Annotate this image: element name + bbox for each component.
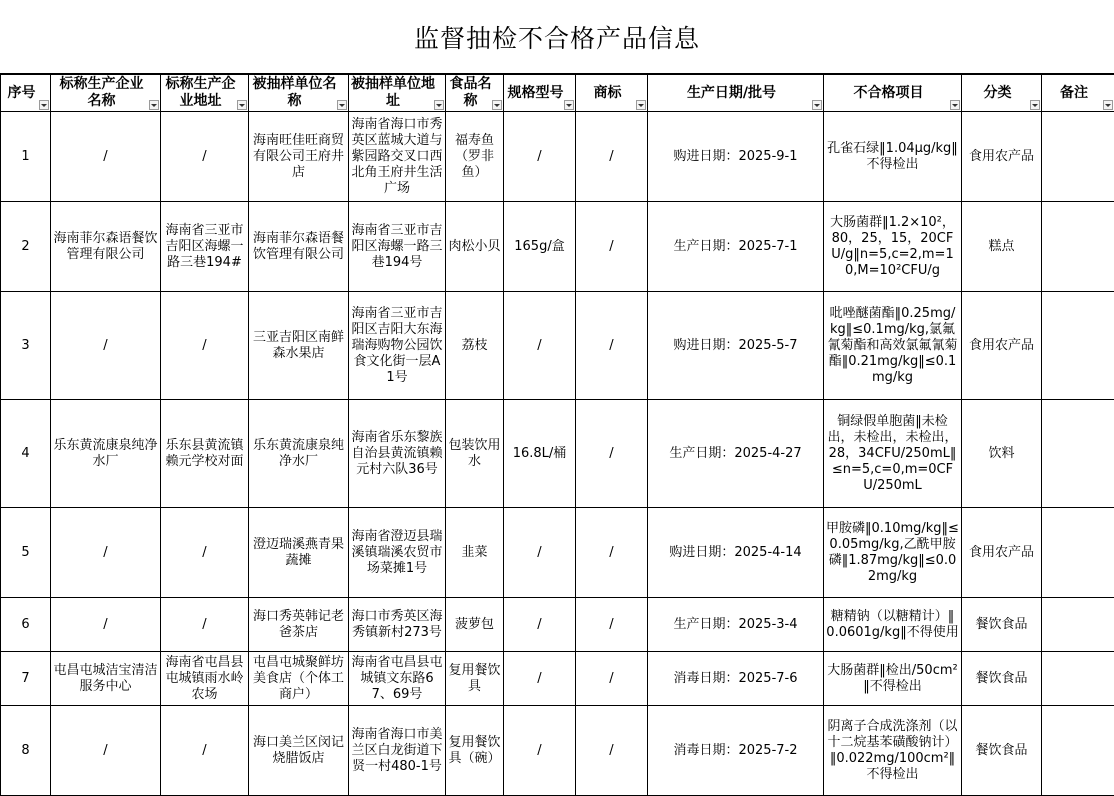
cell-food: 复用餐饮具 <box>446 652 504 706</box>
cell-brand: / <box>576 202 648 292</box>
cell-mfr_name: / <box>51 292 161 400</box>
cell-category: 食用农产品 <box>962 112 1042 202</box>
filter-dropdown-icon[interactable] <box>434 100 444 110</box>
column-header-label: 商标 <box>594 85 622 101</box>
cell-mfr_addr: 海南省三亚市吉阳区海螺一路三巷194# <box>161 202 249 292</box>
cell-seq: 8 <box>1 706 51 796</box>
filter-dropdown-icon[interactable] <box>492 100 502 110</box>
cell-brand: / <box>576 598 648 652</box>
cell-food: 韭菜 <box>446 508 504 598</box>
cell-food: 包装饮用水 <box>446 400 504 508</box>
cell-brand: / <box>576 112 648 202</box>
page-title: 监督抽检不合格产品信息 <box>414 19 700 55</box>
column-header-note <box>1042 75 1114 112</box>
cell-sampled_name: 乐东黄流康泉纯净水厂 <box>249 400 349 508</box>
cell-sampled_addr: 海口市秀英区海秀镇新村273号 <box>349 598 446 652</box>
column-header-date <box>648 75 824 112</box>
cell-spec: / <box>504 112 576 202</box>
cell-sampled_name: 海口美兰区闵记烧腊饭店 <box>249 706 349 796</box>
cell-spec: / <box>504 292 576 400</box>
cell-mfr_addr: 乐东县黄流镇赖元学校对面 <box>161 400 249 508</box>
cell-brand: / <box>576 508 648 598</box>
column-header-label: 生产日期/批号 <box>687 85 776 101</box>
cell-mfr_name: / <box>51 112 161 202</box>
cell-date: 生产日期：2025-7-1 <box>648 202 824 292</box>
column-header-food <box>446 75 504 112</box>
cell-fail: 阴离子合成洗涤剂（以十二烷基苯磺酸钠计）‖0.022mg/100cm²‖不得检出 <box>824 706 962 796</box>
cell-sampled_addr: 海南省乐东黎族自治县黄流镇赖元村六队36号 <box>349 400 446 508</box>
cell-fail: 大肠菌群‖检出/50cm²‖不得检出 <box>824 652 962 706</box>
filter-dropdown-icon[interactable] <box>337 100 347 110</box>
cell-note <box>1042 508 1114 598</box>
cell-food: 荔枝 <box>446 292 504 400</box>
table-body <box>1 112 1114 796</box>
cell-mfr_addr: / <box>161 112 249 202</box>
cell-seq: 2 <box>1 202 51 292</box>
cell-brand: / <box>576 292 648 400</box>
table-row <box>1 202 1114 292</box>
cell-date: 购进日期：2025-5-7 <box>648 292 824 400</box>
cell-mfr_name: 屯昌屯城洁宝清洁服务中心 <box>51 652 161 706</box>
filter-dropdown-icon[interactable] <box>1103 100 1113 110</box>
cell-spec: 165g/盒 <box>504 202 576 292</box>
filter-dropdown-icon[interactable] <box>1030 100 1040 110</box>
cell-category: 餐饮食品 <box>962 598 1042 652</box>
cell-fail: 大肠菌群‖1.2×10²，80，25，15，20CFU/g‖n=5,c=2,m=10,M=10²CFU/g <box>824 202 962 292</box>
cell-seq: 5 <box>1 508 51 598</box>
cell-sampled_addr: 海南省三亚市吉阳区吉阳大东海瑞海购物公园饮食文化街一层A1号 <box>349 292 446 400</box>
cell-fail: 甲胺磷‖0.10mg/kg‖≤0.05mg/kg,乙酰甲胺磷‖1.87mg/kg‖≤0.02mg/kg <box>824 508 962 598</box>
cell-sampled_addr: 海南省海口市美兰区白龙街道下贤一村480-1号 <box>349 706 446 796</box>
cell-spec: / <box>504 706 576 796</box>
cell-brand: / <box>576 652 648 706</box>
cell-food: 复用餐饮具（碗） <box>446 706 504 796</box>
cell-fail: 吡唑醚菌酯‖0.25mg/kg‖≤0.1mg/kg,氯氟氰菊酯和高效氯氟氰菊酯‖0.21mg/kg‖≤0.1mg/kg <box>824 292 962 400</box>
cell-brand: / <box>576 400 648 508</box>
column-header-label: 序号 <box>8 85 36 101</box>
cell-note <box>1042 706 1114 796</box>
column-header-label: 分类 <box>984 85 1012 101</box>
cell-date: 消毒日期：2025-7-6 <box>648 652 824 706</box>
title-row <box>0 0 1114 74</box>
cell-sampled_name: 海南旺佳旺商贸有限公司王府井店 <box>249 112 349 202</box>
cell-mfr_addr: 海南省屯昌县屯城镇雨水岭农场 <box>161 652 249 706</box>
cell-sampled_addr: 海南省屯昌县屯城镇文东路67、69号 <box>349 652 446 706</box>
column-header-label: 被抽样单位地址 <box>351 76 435 109</box>
cell-spec: / <box>504 598 576 652</box>
filter-dropdown-icon[interactable] <box>812 100 822 110</box>
table-row <box>1 400 1114 508</box>
column-header-label: 被抽样单位名称 <box>253 76 337 109</box>
cell-category: 食用农产品 <box>962 508 1042 598</box>
cell-brand: / <box>576 706 648 796</box>
cell-spec: / <box>504 508 576 598</box>
cell-sampled_name: 三亚吉阳区南鲜森水果店 <box>249 292 349 400</box>
cell-mfr_addr: / <box>161 598 249 652</box>
cell-category: 食用农产品 <box>962 292 1042 400</box>
cell-category: 餐饮食品 <box>962 652 1042 706</box>
cell-seq: 6 <box>1 598 51 652</box>
cell-date: 消毒日期：2025-7-2 <box>648 706 824 796</box>
column-header-brand <box>576 75 648 112</box>
cell-mfr_name: / <box>51 508 161 598</box>
column-header-sampled_addr <box>349 75 446 112</box>
cell-fail: 铜绿假单胞菌‖未检出，未检出，未检出，28，34CFU/250mL‖≤n=5,c=0,m=0CFU/250mL <box>824 400 962 508</box>
column-header-category <box>962 75 1042 112</box>
column-header-mfr_name <box>51 75 161 112</box>
column-header-seq <box>1 75 51 112</box>
cell-mfr_name: 海南菲尔森语餐饮管理有限公司 <box>51 202 161 292</box>
cell-date: 购进日期：2025-9-1 <box>648 112 824 202</box>
cell-mfr_addr: / <box>161 508 249 598</box>
cell-sampled_addr: 海南省澄迈县瑞溪镇瑞溪农贸市场菜摊1号 <box>349 508 446 598</box>
cell-note <box>1042 292 1114 400</box>
cell-date: 购进日期：2025-4-14 <box>648 508 824 598</box>
column-header-label: 规格型号 <box>508 85 564 101</box>
filter-dropdown-icon[interactable] <box>237 100 247 110</box>
cell-note <box>1042 202 1114 292</box>
column-header-label: 标称生产企业地址 <box>166 76 236 109</box>
cell-mfr_name: / <box>51 706 161 796</box>
cell-sampled_name: 屯昌屯城聚鲜坊美食店（个体工商户） <box>249 652 349 706</box>
cell-fail: 糖精钠（以糖精计）‖0.0601g/kg‖不得使用 <box>824 598 962 652</box>
cell-seq: 4 <box>1 400 51 508</box>
cell-sampled_name: 澄迈瑞溪燕青果蔬摊 <box>249 508 349 598</box>
filter-dropdown-icon[interactable] <box>39 100 49 110</box>
cell-date: 生产日期：2025-3-4 <box>648 598 824 652</box>
cell-mfr_addr: / <box>161 292 249 400</box>
cell-fail: 孔雀石绿‖1.04μg/kg‖不得检出 <box>824 112 962 202</box>
cell-note <box>1042 598 1114 652</box>
cell-sampled_name: 海南菲尔森语餐饮管理有限公司 <box>249 202 349 292</box>
cell-sampled_name: 海口秀英韩记老爸茶店 <box>249 598 349 652</box>
cell-food: 肉松小贝 <box>446 202 504 292</box>
column-header-spec <box>504 75 576 112</box>
filter-dropdown-icon[interactable] <box>636 100 646 110</box>
cell-spec: / <box>504 652 576 706</box>
filter-dropdown-icon[interactable] <box>564 100 574 110</box>
cell-mfr_name: / <box>51 598 161 652</box>
table-row <box>1 706 1114 796</box>
cell-mfr_addr: / <box>161 706 249 796</box>
cell-sampled_addr: 海南省海口市秀英区蓝城大道与紫园路交叉口西北角王府井生活广场 <box>349 112 446 202</box>
cell-note <box>1042 400 1114 508</box>
column-header-label: 食品名称 <box>450 76 492 109</box>
cell-food: 菠萝包 <box>446 598 504 652</box>
cell-seq: 1 <box>1 112 51 202</box>
cell-food: 福寿鱼（罗非鱼） <box>446 112 504 202</box>
cell-mfr_name: 乐东黄流康泉纯净水厂 <box>51 400 161 508</box>
cell-note <box>1042 112 1114 202</box>
table-row <box>1 508 1114 598</box>
table-row <box>1 652 1114 706</box>
cell-date: 生产日期：2025-4-27 <box>648 400 824 508</box>
column-header-sampled_name <box>249 75 349 112</box>
cell-category: 餐饮食品 <box>962 706 1042 796</box>
column-header-fail <box>824 75 962 112</box>
column-header-label: 不合格项目 <box>854 85 924 101</box>
filter-dropdown-icon[interactable] <box>950 100 960 110</box>
filter-dropdown-icon[interactable] <box>149 100 159 110</box>
cell-seq: 3 <box>1 292 51 400</box>
cell-seq: 7 <box>1 652 51 706</box>
table-row <box>1 598 1114 652</box>
cell-note <box>1042 652 1114 706</box>
column-header-label: 标称生产企业名称 <box>60 76 144 109</box>
header-row <box>1 75 1114 112</box>
table-row <box>1 112 1114 202</box>
cell-category: 糕点 <box>962 202 1042 292</box>
cell-sampled_addr: 海南省三亚市吉阳区海螺一路三巷194号 <box>349 202 446 292</box>
results-table <box>0 74 1114 796</box>
table-row <box>1 292 1114 400</box>
cell-spec: 16.8L/桶 <box>504 400 576 508</box>
column-header-mfr_addr <box>161 75 249 112</box>
column-header-label: 备注 <box>1060 85 1088 101</box>
cell-category: 饮料 <box>962 400 1042 508</box>
